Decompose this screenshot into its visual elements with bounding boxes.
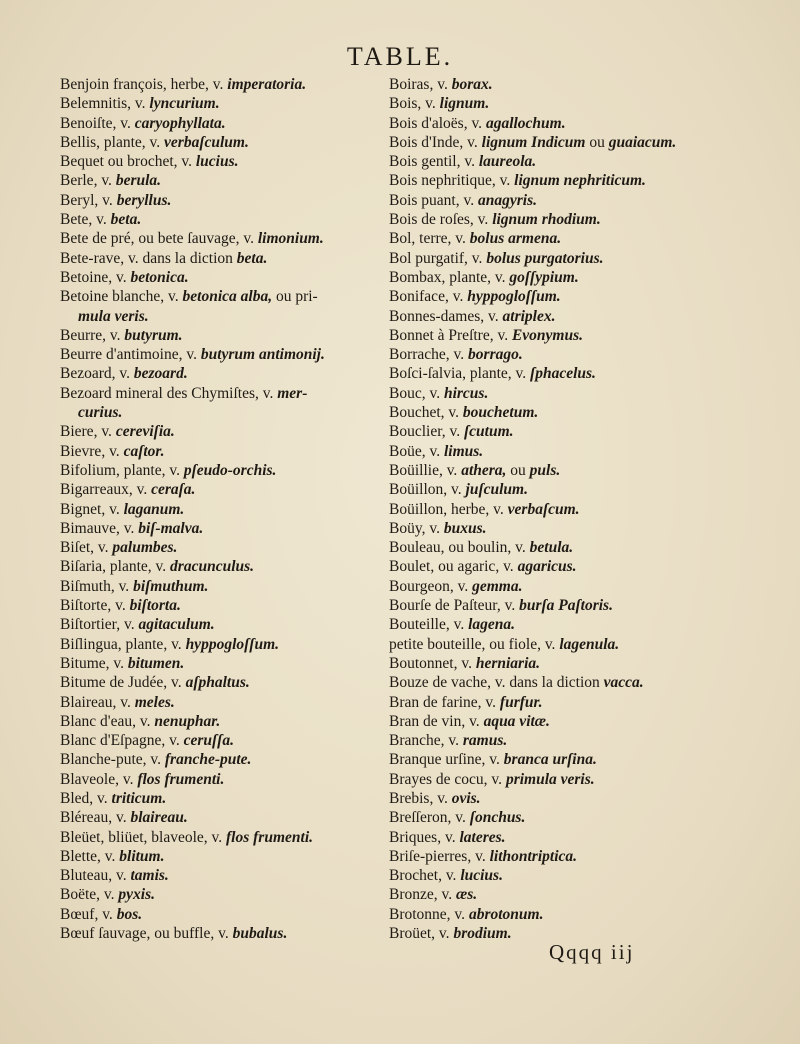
entry-latin: lignum nephriticum.: [514, 172, 646, 190]
index-entry: [389, 712, 739, 731]
index-entry: [60, 326, 382, 345]
index-entry: [60, 75, 382, 94]
index-entry: [389, 885, 739, 904]
index-entry: [389, 538, 739, 557]
entry-latin: aqua vitæ.: [483, 712, 550, 730]
entry-term: Biſmuth, v.: [60, 577, 134, 595]
index-entry: [60, 924, 382, 943]
entry-latin: agaricus.: [517, 558, 577, 576]
entry-term: Bleüet, bliüet, blaveole, v.: [60, 828, 227, 846]
index-entry: [60, 596, 382, 615]
index-entry: [389, 635, 739, 654]
index-entry: [389, 847, 739, 866]
entry-latin: lucius.: [195, 153, 239, 171]
entry-term: Bonnes-dames, v.: [389, 307, 503, 325]
entry-latin: nenuphar.: [154, 712, 221, 730]
index-entry: [60, 403, 382, 422]
entry-latin: limus.: [443, 442, 484, 460]
entry-latin: biſtorta.: [129, 597, 181, 615]
entry-latin: beta.: [110, 211, 142, 229]
entry-term: Boſci-ſalvia, plante, v.: [389, 365, 531, 383]
entry-latin: mer-: [277, 384, 308, 402]
entry-term: Bourſe de Paſteur, v.: [389, 597, 520, 615]
entry-latin: branca urſina.: [503, 751, 597, 769]
entry-latin: brodium.: [453, 925, 512, 943]
entry-latin: limonium.: [257, 230, 324, 248]
index-entry: [60, 422, 382, 441]
entry-term: Boüillon, v.: [389, 481, 466, 499]
index-entry: [389, 442, 739, 461]
entry-latin: lignum.: [439, 95, 490, 113]
entry-term: Bievre, v.: [60, 442, 124, 460]
entry-latin: franche-pute.: [164, 751, 252, 769]
entry-latin: betonica.: [130, 268, 189, 286]
entry-tail: ou: [585, 133, 609, 151]
entry-term: Bitume de Judée, v.: [60, 674, 186, 692]
entry-latin: atriplex.: [502, 307, 556, 325]
entry-term: Bouze de vache, v. dans la diction: [389, 674, 604, 692]
entry-term: Boüillon, herbe, v.: [389, 500, 508, 518]
entry-latin: lyncurium.: [149, 95, 220, 113]
index-entry: [389, 828, 739, 847]
entry-term: Biſtorte, v.: [60, 597, 130, 615]
index-entry: [389, 364, 739, 383]
entry-latin: ramus.: [462, 732, 508, 750]
index-entry: [389, 94, 739, 113]
entry-term: Bronze, v.: [389, 886, 457, 904]
entry-term: Benjoin françois, herbe, v.: [60, 76, 228, 93]
index-entry: [60, 191, 382, 210]
entry-term: Bois de roſes, v.: [389, 211, 493, 229]
entry-latin: athera,: [461, 461, 507, 479]
entry-latin: vacca.: [603, 674, 644, 692]
entry-term: Bois d'Inde, v.: [389, 133, 482, 151]
entry-term: Betoine blanche, v.: [60, 288, 183, 306]
index-entry: [389, 384, 739, 403]
entry-term: Bois puant, v.: [389, 191, 478, 209]
index-entry: [60, 171, 382, 190]
entry-term: Berle, v.: [60, 172, 116, 190]
index-entry: [60, 750, 382, 769]
index-entry: [60, 615, 382, 634]
entry-latin: juſculum.: [465, 481, 528, 499]
entry-latin: ovis.: [451, 789, 481, 807]
index-entry: [389, 500, 739, 519]
entry-latin: ſonchus.: [469, 809, 526, 827]
entry-term: Bran de vin, v.: [389, 712, 484, 730]
index-entry: [60, 885, 382, 904]
index-entry: [60, 249, 382, 268]
entry-latin-alt: puls.: [529, 461, 561, 479]
index-entry: [389, 905, 739, 924]
index-entry: [389, 191, 739, 210]
index-entry: [389, 615, 739, 634]
entry-term: Bouteille, v.: [389, 616, 469, 634]
entry-term: Bois gentil, v.: [389, 153, 479, 171]
entry-term: Boutonnet, v.: [389, 654, 476, 672]
index-entry: [389, 171, 739, 190]
index-entry: [60, 693, 382, 712]
entry-latin: bubalus.: [232, 925, 288, 943]
entry-term: Bellis, plante, v.: [60, 133, 165, 151]
entry-term: Bete-rave, v. dans la diction: [60, 249, 237, 267]
entry-term: petite bouteille, ou fiole, v.: [389, 635, 560, 653]
entry-term: Bimauve, v.: [60, 519, 139, 537]
entry-latin: tamis.: [130, 867, 169, 885]
entry-term: Bignet, v.: [60, 500, 124, 518]
entry-term: Bois d'aloës, v.: [389, 114, 486, 132]
index-entry: [389, 577, 739, 596]
entry-latin: beryllus.: [116, 191, 172, 209]
entry-term: Blanc d'eau, v.: [60, 712, 155, 730]
index-entry: [389, 596, 739, 615]
entry-latin: primula veris.: [505, 770, 595, 788]
entry-term: Blanche-pute, v.: [60, 751, 165, 769]
entry-latin: flos frumenti.: [226, 828, 313, 846]
entry-latin: mula veris.: [78, 307, 149, 325]
index-entry: [60, 364, 382, 383]
entry-term: Brayes de cocu, v.: [389, 770, 506, 788]
entry-latin: Evonymus.: [511, 326, 584, 344]
entry-latin: hyppogloſſum.: [185, 635, 279, 653]
entry-term: Biſtortier, v.: [60, 616, 139, 634]
entry-term: Biſlingua, plante, v.: [60, 635, 186, 653]
entry-latin: bolus armena.: [469, 230, 562, 248]
entry-latin: æs.: [456, 886, 478, 904]
entry-term: Biſaria, plante, v.: [60, 558, 171, 576]
entry-latin: bolus purgatorius.: [486, 249, 604, 267]
entry-term: Blanc d'Eſpagne, v.: [60, 732, 184, 750]
entry-term: Bifolium, plante, v.: [60, 461, 184, 479]
index-entry: [389, 114, 739, 133]
index-entry: [60, 731, 382, 750]
index-entry: [389, 422, 739, 441]
entry-latin: pſeudo-orchis.: [183, 461, 277, 479]
index-entry: [389, 480, 739, 499]
index-entry: [60, 847, 382, 866]
entry-term: Bol purgatif, v.: [389, 249, 487, 267]
entry-latin: lignum Indicum: [481, 133, 586, 151]
entry-latin: biſ-malva.: [138, 519, 204, 537]
index-entry: [389, 461, 739, 480]
entry-latin: lithontriptica.: [489, 847, 578, 865]
entry-term: Bled, v.: [60, 789, 112, 807]
entry-term: Boüillie, v.: [389, 461, 462, 479]
index-entry: [389, 750, 739, 769]
index-entry: [60, 828, 382, 847]
index-entry: [389, 731, 739, 750]
entry-latin: betonica alba,: [182, 288, 273, 306]
entry-latin: buxus.: [443, 519, 487, 537]
index-entry: [60, 345, 382, 364]
entry-latin: flos frumenti.: [137, 770, 225, 788]
entry-term: Bonnet à Preſtre, v.: [389, 326, 512, 344]
entry-term: Boüe, v.: [389, 442, 444, 460]
index-entry: [389, 133, 739, 152]
index-entry: [389, 789, 739, 808]
entry-term: Bigarreaux, v.: [60, 481, 152, 499]
entry-term: Brotonne, v.: [389, 905, 469, 923]
entry-latin: lagenula.: [559, 635, 620, 653]
index-entry: [60, 133, 382, 152]
entry-term: Biſet, v.: [60, 539, 113, 557]
entry-latin: abrotonum.: [468, 905, 544, 923]
index-entry: [60, 442, 382, 461]
entry-latin: bitumen.: [127, 654, 185, 672]
entry-term: Briſe-pierres, v.: [389, 847, 490, 865]
entry-latin: gemma.: [472, 577, 523, 595]
index-entry: [60, 519, 382, 538]
entry-term: Bouleau, ou boulin, v.: [389, 539, 530, 557]
index-entry: [60, 384, 382, 403]
index-entry: [389, 326, 739, 345]
index-entry: [60, 500, 382, 519]
index-entry: [389, 403, 739, 422]
index-entry: [389, 654, 739, 673]
entry-latin: beta.: [236, 249, 268, 267]
index-entry: [389, 152, 739, 171]
entry-term: Branche, v.: [389, 732, 463, 750]
index-entry: [389, 229, 739, 248]
entry-term: Beurre d'antimoine, v.: [60, 346, 201, 364]
index-entry: [60, 577, 382, 596]
entry-latin: lucius.: [460, 867, 503, 885]
entry-latin: dracunculus.: [170, 558, 255, 576]
entry-latin: pyxis.: [118, 886, 155, 904]
entry-term: Boüy, v.: [389, 519, 444, 537]
entry-term: Bluteau, v.: [60, 867, 131, 885]
index-entry: [60, 538, 382, 557]
index-entry: [389, 866, 739, 885]
index-entry: [60, 229, 382, 248]
index-entry: [60, 712, 382, 731]
entry-latin: agallochum.: [485, 114, 566, 132]
entry-term: Bran de farine, v.: [389, 693, 500, 711]
entry-term: Boëte, v.: [60, 886, 119, 904]
entry-latin: verbaſculum.: [164, 133, 249, 151]
entry-latin: hircus.: [443, 384, 489, 402]
index-entry: [60, 789, 382, 808]
entry-term: Betoine, v.: [60, 268, 131, 286]
entry-latin: ceraſa.: [151, 481, 196, 499]
entry-term: Boniface, v.: [389, 288, 468, 306]
index-entry: [60, 287, 382, 306]
entry-term: Boulet, ou agaric, v.: [389, 558, 518, 576]
entry-term: Bete de pré, ou bete ſauvage, v.: [60, 230, 258, 248]
index-entry: [60, 114, 382, 133]
entry-latin: verbaſcum.: [507, 500, 580, 518]
entry-term: Bois, v.: [389, 95, 440, 113]
index-entry: [60, 210, 382, 229]
entry-term: Brochet, v.: [389, 867, 461, 885]
index-entry: [60, 461, 382, 480]
entry-term: Bois nephritique, v.: [389, 172, 515, 190]
index-entry: [60, 866, 382, 885]
entry-latin: anagyris.: [477, 191, 537, 209]
entry-latin: curius.: [78, 404, 123, 422]
index-entry: [60, 770, 382, 789]
index-entry: [389, 673, 739, 692]
entry-term: Branque urſine, v.: [389, 751, 504, 769]
entry-term: Biere, v.: [60, 423, 116, 441]
entry-latin: ſphacelus.: [530, 365, 596, 383]
entry-latin: laganum.: [123, 500, 185, 518]
entry-term: Bourgeon, v.: [389, 577, 473, 595]
entry-latin: butyrum.: [124, 326, 183, 344]
entry-latin: blitum.: [119, 847, 165, 865]
index-entry: [389, 557, 739, 576]
entry-latin: bos.: [116, 905, 143, 923]
index-entry: [389, 693, 739, 712]
entry-latin: bezoard.: [133, 365, 188, 383]
entry-latin: berula.: [115, 172, 162, 190]
index-entry: [389, 519, 739, 538]
index-entry: [389, 770, 739, 789]
entry-term: Belemnitis, v.: [60, 95, 150, 113]
index-entry: [60, 673, 382, 692]
index-entry: [60, 557, 382, 576]
index-entry: [389, 210, 739, 229]
entry-latin: agitaculum.: [138, 616, 215, 634]
entry-term: Bitume, v.: [60, 654, 128, 672]
index-entry: [389, 249, 739, 268]
entry-term: Benoiſte, v.: [60, 114, 135, 132]
index-entry: [389, 307, 739, 326]
entry-term: Borrache, v.: [389, 346, 469, 364]
entry-latin: lignum rhodium.: [492, 211, 601, 229]
entry-term: Bete, v.: [60, 211, 111, 229]
entry-term: Bléreau, v.: [60, 809, 131, 827]
index-entry: [389, 75, 739, 94]
entry-term: Bœuf ſauvage, ou buffle, v.: [60, 925, 233, 943]
entry-term: Briques, v.: [389, 828, 460, 846]
entry-latin: aſphaltus.: [185, 674, 250, 692]
entry-term: Bezoard, v.: [60, 365, 134, 383]
entry-term: Broüet, v.: [389, 925, 454, 943]
entry-latin: caſtor.: [123, 442, 165, 460]
entry-term: Bouclier, v.: [389, 423, 464, 441]
left-column: [60, 75, 382, 943]
entry-term: Beurre, v.: [60, 326, 125, 344]
entry-latin: hyppogloſſum.: [467, 288, 561, 306]
entry-term: Blette, v.: [60, 847, 120, 865]
index-entry: [60, 152, 382, 171]
entry-latin: butyrum antimonij.: [200, 346, 325, 364]
entry-latin: triticum.: [111, 789, 167, 807]
entry-latin: palumbes.: [112, 539, 178, 557]
entry-latin: imperatoria.: [227, 76, 307, 93]
entry-term: Boiras, v.: [389, 76, 452, 93]
index-entry: [60, 635, 382, 654]
entry-latin: furfur.: [499, 693, 543, 711]
entry-latin: ceruſſa.: [183, 732, 234, 750]
entry-latin: cereviſia.: [115, 423, 175, 441]
entry-tail: ou: [506, 461, 530, 479]
entry-term: Blaireau, v.: [60, 693, 135, 711]
signature-mark: Qqqq iij: [549, 940, 635, 964]
right-column: [389, 75, 739, 943]
entry-latin: borax.: [451, 76, 493, 93]
entry-latin: laureola.: [478, 153, 537, 171]
entry-term: Blaveole, v.: [60, 770, 138, 788]
entry-latin: betula.: [529, 539, 574, 557]
entry-latin: borrago.: [468, 346, 523, 364]
entry-term: Bezoard mineral des Chymiſtes, v.: [60, 384, 278, 402]
index-entry: [389, 808, 739, 827]
index-entry: [389, 345, 739, 364]
index-entry: [60, 94, 382, 113]
entry-term: Bouchet, v.: [389, 404, 463, 422]
entry-term: Bœuf, v.: [60, 905, 117, 923]
entry-latin: goſſypium.: [509, 268, 579, 286]
entry-term: Bol, terre, v.: [389, 230, 470, 248]
entry-latin: herniaria.: [475, 654, 541, 672]
entry-term: Bombax, plante, v.: [389, 268, 510, 286]
entry-term: Beryl, v.: [60, 191, 117, 209]
entry-latin-alt: guaiacum.: [608, 133, 677, 151]
index-entry: [389, 268, 739, 287]
entry-latin: lagena.: [468, 616, 516, 634]
entry-latin: caryophyllata.: [134, 114, 226, 132]
entry-latin: biſmuthum.: [133, 577, 209, 595]
entry-term: Breſſeron, v.: [389, 809, 470, 827]
index-entry: [60, 307, 382, 326]
entry-latin: bouchetum.: [462, 404, 539, 422]
entry-latin: lateres.: [459, 828, 506, 846]
entry-tail: ou pri-: [272, 288, 318, 306]
entry-latin: ſcutum.: [464, 423, 514, 441]
entry-term: Brebis, v.: [389, 789, 452, 807]
index-entry: [60, 268, 382, 287]
entry-term: Bequet ou brochet, v.: [60, 153, 196, 171]
entry-latin: blaireau.: [130, 809, 188, 827]
index-entry: [60, 480, 382, 499]
index-entry: [60, 654, 382, 673]
index-entry: [60, 905, 382, 924]
entry-term: Bouc, v.: [389, 384, 444, 402]
index-entry: [60, 808, 382, 827]
index-entry: [389, 287, 739, 306]
page-title: TABLE.: [346, 42, 454, 71]
entry-latin: burſa Paſtoris.: [519, 597, 613, 615]
entry-latin: meles.: [134, 693, 175, 711]
